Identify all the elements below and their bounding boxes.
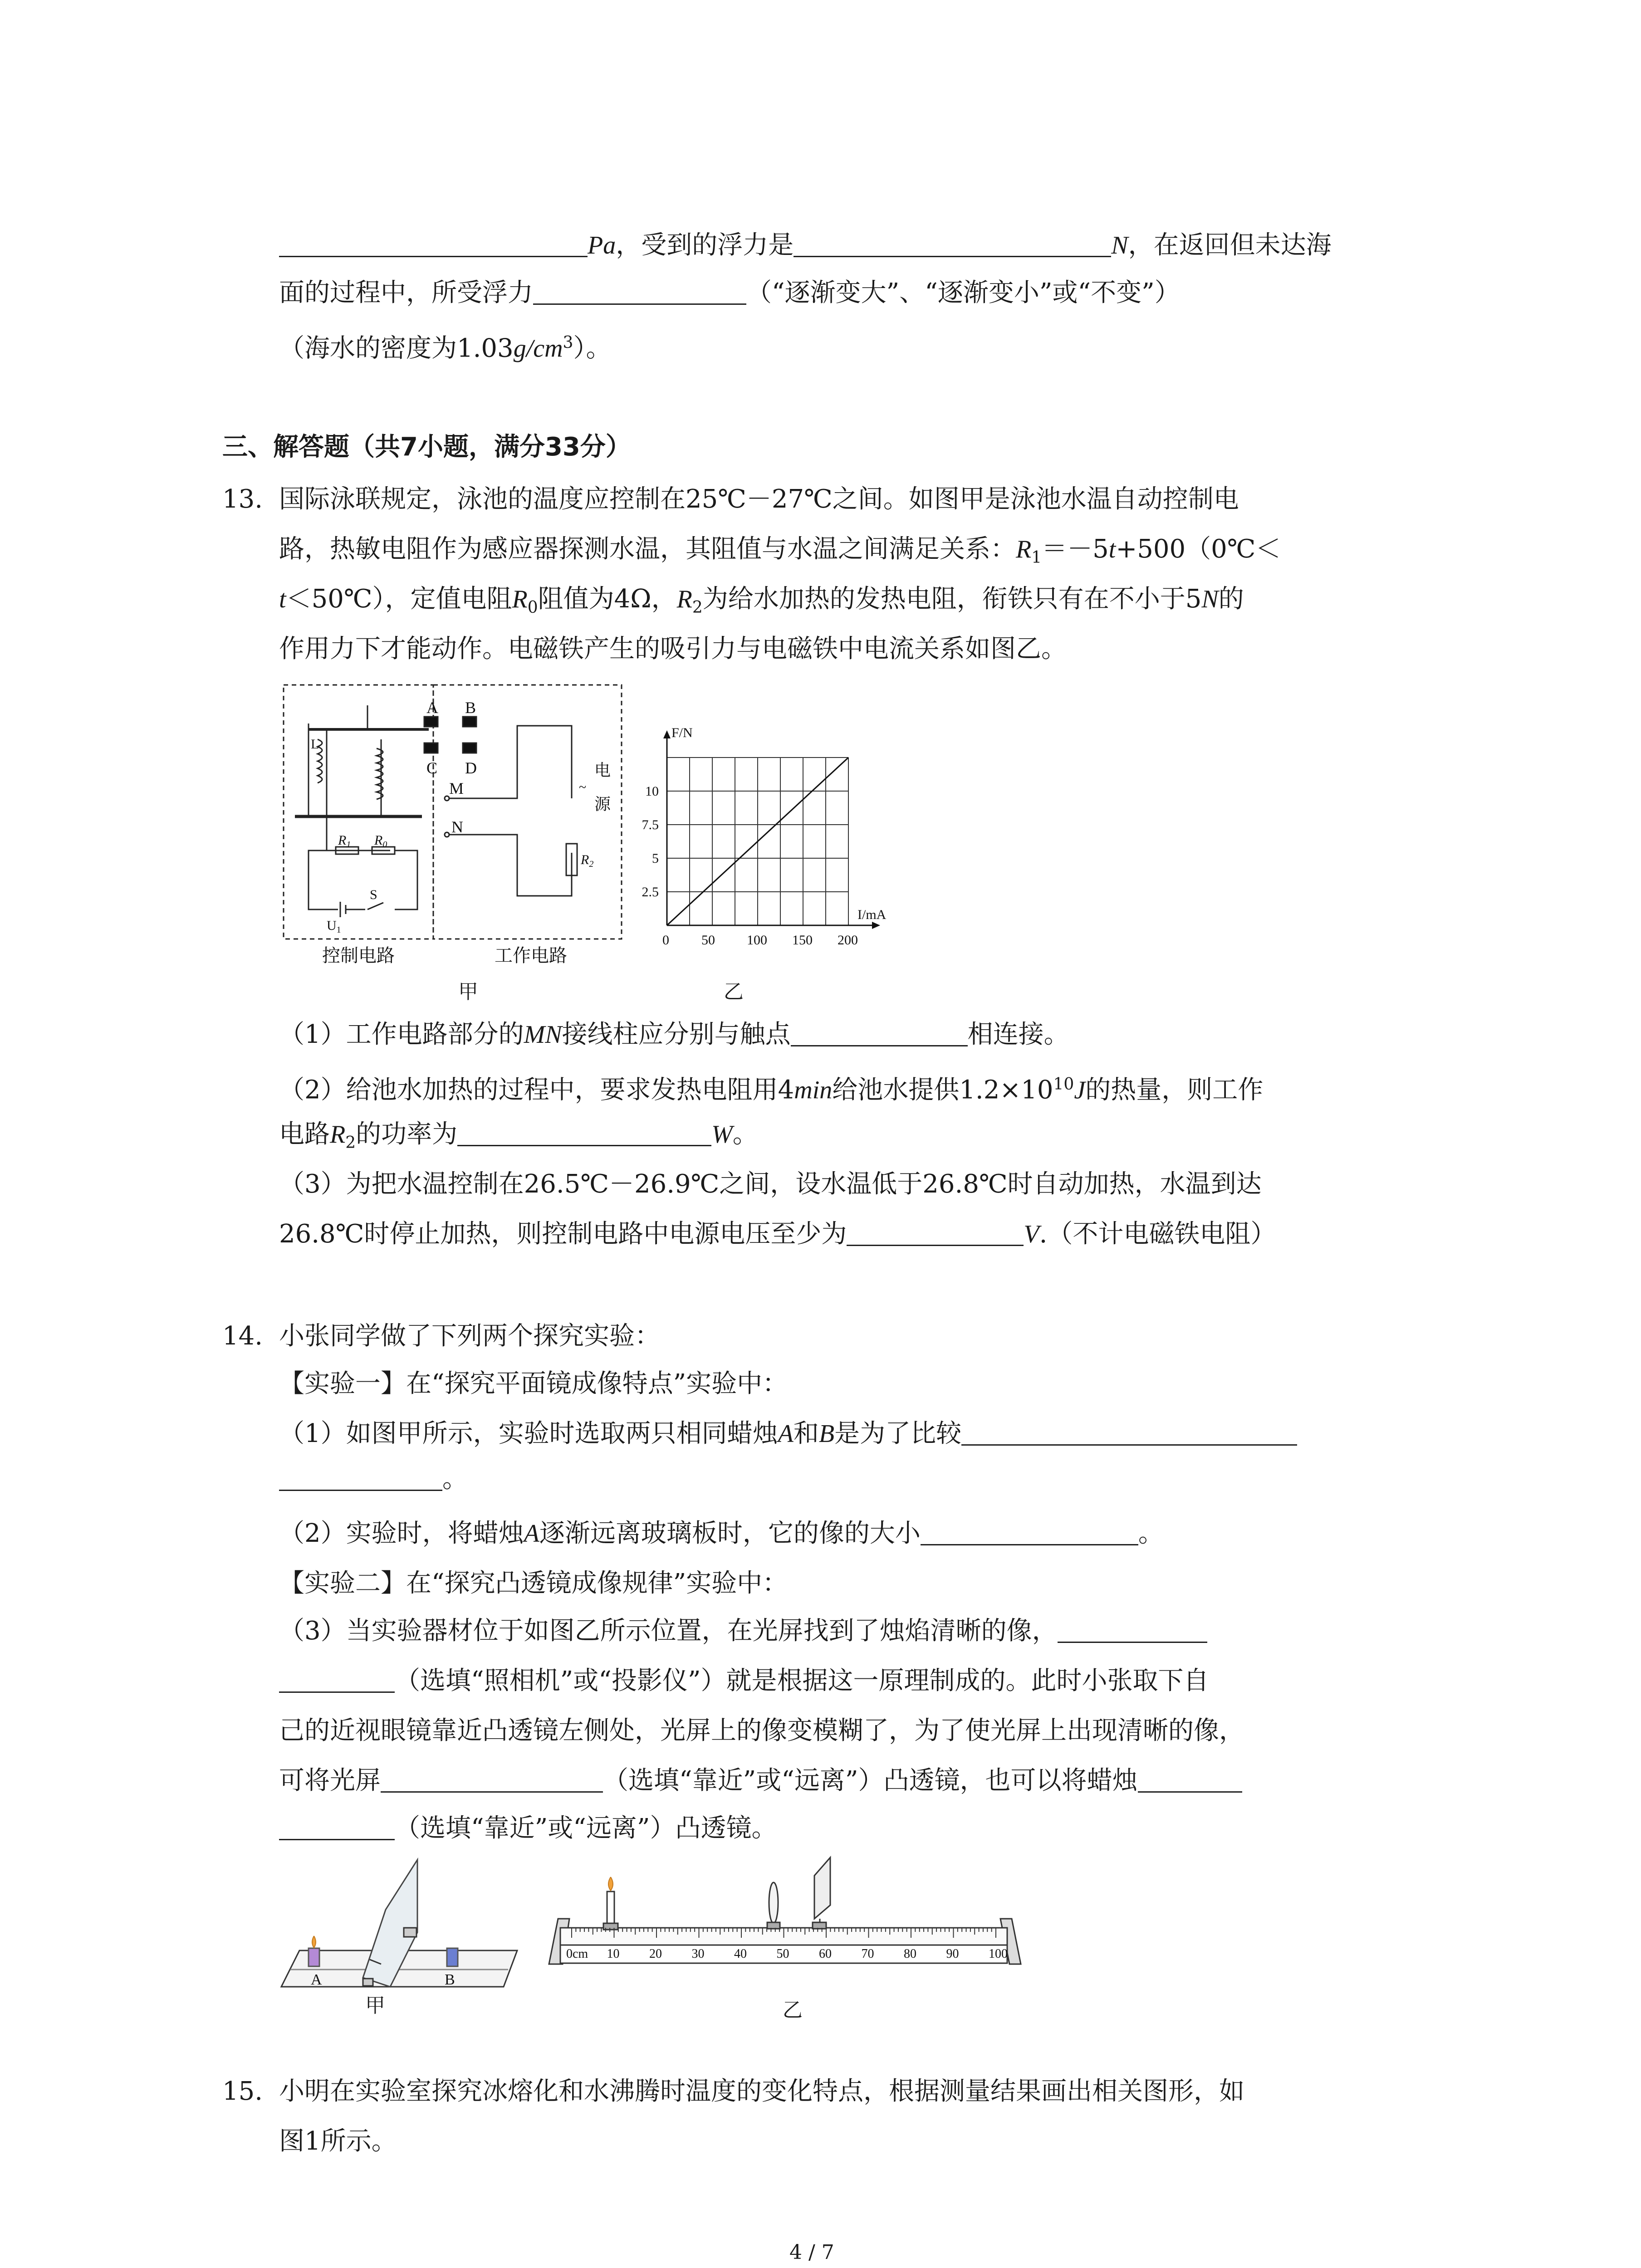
text: （选填“靠近”或“远离”）凸透镜，也可以将蜡烛 bbox=[603, 1766, 1138, 1795]
fig-yi-caption-2: 乙 bbox=[783, 1999, 803, 2022]
var: R bbox=[330, 1120, 346, 1149]
text: ）。 bbox=[573, 333, 612, 363]
x-axis-label: I/mA bbox=[857, 907, 887, 922]
q13-sub1 bbox=[279, 1018, 1069, 1051]
var: W bbox=[711, 1120, 733, 1149]
optical-bench-figure bbox=[538, 1855, 1028, 1991]
text: （选填“靠近”或“远离”）凸透镜。 bbox=[395, 1813, 777, 1843]
q13-sub3-line1: （3）为把水温控制在26.5℃－26.9℃之间，设水温低于26.8℃时自动加热，水温到达 bbox=[279, 1169, 1262, 1199]
var: MN bbox=[524, 1021, 562, 1049]
q13-line-4: 作用力下才能动作。电磁铁产生的吸引力与电磁铁中电流关系如图乙。 bbox=[279, 634, 1067, 664]
label-a: A bbox=[311, 1971, 322, 1988]
q13-sub2-line2 bbox=[279, 1118, 758, 1159]
answer-blank[interactable] bbox=[279, 1464, 442, 1491]
text: 和 bbox=[793, 1419, 819, 1448]
text: （2）实验时，将蜡烛 bbox=[279, 1519, 524, 1548]
text: 接线柱应分别与触点 bbox=[562, 1020, 791, 1049]
text: 的热量，则工作 bbox=[1085, 1075, 1264, 1105]
answer-blank[interactable] bbox=[279, 230, 588, 257]
terminal-m: M bbox=[449, 779, 464, 797]
text: 电路 bbox=[279, 1119, 330, 1149]
contact-b: B bbox=[465, 699, 476, 717]
text: （3）当实验器材位于如图乙所示位置，在光屏找到了烛焰清晰的像， bbox=[279, 1616, 1058, 1646]
ruler-label: 80 bbox=[904, 1947, 916, 1961]
text: 阻值为4Ω， bbox=[538, 584, 677, 614]
q14-intro: 小张同学做了下列两个探究实验： bbox=[279, 1321, 660, 1351]
q13-line-2 bbox=[279, 533, 1281, 574]
control-circuit-box bbox=[284, 685, 433, 939]
coil-label-l: L bbox=[311, 737, 319, 752]
var: A bbox=[778, 1420, 794, 1448]
unit: g/cm bbox=[513, 334, 563, 363]
text: 。 bbox=[1138, 1519, 1164, 1548]
force-current-chart bbox=[631, 726, 912, 953]
superscript: 3 bbox=[563, 333, 573, 352]
answer-blank[interactable] bbox=[921, 1519, 1138, 1545]
var: R bbox=[676, 585, 692, 613]
q14-exp1: 【实验一】在“探究平面镜成像特点”实验中： bbox=[279, 1369, 788, 1398]
text: 可将光屏 bbox=[279, 1766, 381, 1795]
unit-pa: Pa bbox=[588, 231, 616, 259]
section-title: 三、解答题（共7小题，满分33分） bbox=[222, 432, 631, 462]
x-tick-label: 50 bbox=[701, 933, 715, 948]
fig-jia-caption-2: 甲 bbox=[365, 1994, 385, 2017]
text: （1）如图甲所示，实验时选取两只相同蜡烛 bbox=[279, 1419, 778, 1448]
answer-blank[interactable] bbox=[961, 1419, 1297, 1446]
text: 逐渐远离玻璃板时，它的像的大小 bbox=[539, 1519, 921, 1548]
var: R bbox=[1016, 535, 1032, 563]
power-char-2: 源 bbox=[594, 795, 611, 813]
var: R bbox=[512, 585, 528, 613]
q14-sub3-line4 bbox=[279, 1765, 1242, 1797]
q13-line-3 bbox=[279, 583, 1244, 624]
var: t bbox=[279, 585, 286, 613]
text: 是为了比较 bbox=[834, 1419, 962, 1448]
answer-blank[interactable] bbox=[533, 278, 746, 305]
y-axis-label: F/N bbox=[671, 726, 693, 740]
var: t bbox=[1108, 535, 1116, 563]
text: 。 bbox=[442, 1464, 468, 1494]
fig-yi-caption: 乙 bbox=[724, 980, 744, 1003]
text: ，受到的浮力是 bbox=[616, 230, 794, 260]
contact-c: C bbox=[426, 759, 438, 777]
q14-number: 14. bbox=[222, 1321, 263, 1351]
subscript: 0 bbox=[527, 598, 538, 617]
text: （海水的密度为1.03 bbox=[279, 333, 514, 363]
answer-blank[interactable] bbox=[1138, 1766, 1242, 1793]
ruler-label: 50 bbox=[776, 1947, 789, 1961]
subscript: 2 bbox=[345, 1134, 356, 1153]
text: （“逐渐变大”、“逐渐变小”或“不变”） bbox=[746, 278, 1180, 308]
x-tick-label: 0 bbox=[662, 933, 669, 948]
y-tick-label: 7.5 bbox=[642, 817, 659, 832]
answer-blank[interactable] bbox=[279, 1813, 395, 1840]
q14-sub1-cont bbox=[279, 1463, 468, 1496]
r2-label: $R_2$ bbox=[581, 852, 594, 869]
text: +500（0℃＜ bbox=[1116, 534, 1281, 564]
answer-blank[interactable] bbox=[847, 1219, 1024, 1246]
plane-mirror-figure bbox=[272, 1851, 526, 2014]
text: 的 bbox=[1218, 584, 1244, 614]
ruler-label: 10 bbox=[607, 1947, 620, 1961]
q14-sub1 bbox=[279, 1418, 1297, 1450]
subscript: 1 bbox=[1031, 548, 1042, 567]
x-tick-label: 200 bbox=[838, 933, 858, 948]
continuation-line-1 bbox=[279, 229, 1332, 262]
ruler-label: 20 bbox=[649, 1947, 662, 1961]
q15-number: 15. bbox=[222, 2077, 263, 2106]
ruler-label: 70 bbox=[861, 1947, 874, 1961]
text: 为给水加热的发热电阻，衔铁只有在不小于5 bbox=[702, 584, 1202, 614]
answer-blank[interactable] bbox=[279, 1666, 395, 1693]
terminal-n: N bbox=[451, 818, 463, 836]
ruler-label: 100 bbox=[989, 1947, 1008, 1961]
text: 。 bbox=[732, 1119, 758, 1149]
text: （选填“照相机”或“投影仪”）就是根据这一原理制成的。此时小张取下自 bbox=[395, 1666, 1209, 1696]
x-axis-arrow bbox=[872, 922, 880, 929]
q15-line-1: 小明在实验室探究冰熔化和水沸腾时温度的变化特点，根据测量结果画出相关图形，如 bbox=[279, 2077, 1244, 2106]
r0-label: $R_0$ bbox=[374, 833, 387, 850]
q15-line-2: 图1所示。 bbox=[279, 2126, 397, 2156]
r1-label: $R_1$ bbox=[338, 833, 351, 850]
q13-line-1: 国际泳联规定，泳池的温度应控制在25℃－27℃之间。如图甲是泳池水温自动控制电 bbox=[279, 484, 1239, 514]
u1-label: $U_1$ bbox=[327, 918, 341, 935]
ruler-label: 40 bbox=[734, 1947, 747, 1961]
y-tick-label: 10 bbox=[645, 784, 659, 799]
text: 路，热敏电阻作为感应器探测水温，其阻值与水温之间满足关系： bbox=[279, 534, 1016, 564]
text: 给池水提供1.2×10 bbox=[832, 1075, 1053, 1105]
fig-jia-caption: 甲 bbox=[458, 980, 478, 1003]
q14-sub2 bbox=[279, 1517, 1164, 1550]
text: ，在返回但未达海 bbox=[1128, 230, 1332, 260]
x-tick-label: 150 bbox=[792, 933, 813, 948]
power-char-1: 电 bbox=[594, 761, 611, 779]
y-tick-label: 2.5 bbox=[642, 885, 659, 899]
text: （1）工作电路部分的 bbox=[279, 1020, 524, 1049]
y-axis-arrow bbox=[663, 730, 671, 738]
text: 26.8℃时停止加热，则控制电路中电源电压至少为 bbox=[279, 1219, 847, 1249]
continuation-line-2 bbox=[279, 277, 1180, 309]
circuit-figure bbox=[272, 680, 635, 980]
subscript: 2 bbox=[692, 598, 703, 617]
text: （2）给池水加热的过程中，要求发热电阻用4 bbox=[279, 1075, 794, 1105]
text: ＝－5 bbox=[1042, 534, 1109, 564]
ruler-label: 90 bbox=[946, 1947, 959, 1961]
work-circuit-label: 工作电路 bbox=[495, 946, 567, 966]
ac-symbol: ~ bbox=[579, 780, 587, 795]
var: A bbox=[524, 1520, 539, 1548]
q14-exp2: 【实验二】在“探究凸透镜成像规律”实验中： bbox=[279, 1569, 788, 1598]
answer-blank[interactable] bbox=[1058, 1616, 1207, 1643]
answer-blank[interactable] bbox=[791, 1020, 968, 1046]
work-circuit-box bbox=[433, 685, 622, 939]
text: 的功率为 bbox=[356, 1119, 458, 1149]
text: .（不计电磁铁电阻） bbox=[1039, 1219, 1276, 1249]
var: B bbox=[818, 1420, 835, 1448]
q13-sub3-line2 bbox=[279, 1218, 1276, 1251]
var: N bbox=[1201, 585, 1219, 613]
continuation-line-3 bbox=[279, 327, 611, 365]
label-b: B bbox=[445, 1971, 455, 1988]
q13-number: 13. bbox=[222, 484, 263, 514]
unit-n: N bbox=[1111, 231, 1128, 259]
text: 相连接。 bbox=[967, 1020, 1069, 1049]
q14-sub3-line3: 己的近视眼镜靠近凸透镜左侧处，光屏上的像变模糊了，为了使光屏上出现清晰的像， bbox=[279, 1716, 1244, 1745]
answer-blank[interactable] bbox=[381, 1766, 603, 1793]
superscript: 10 bbox=[1053, 1075, 1074, 1094]
contact-a: A bbox=[426, 699, 438, 717]
x-tick-label: 100 bbox=[747, 933, 767, 948]
q14-sub3-line1 bbox=[279, 1615, 1207, 1647]
y-tick-label: 5 bbox=[652, 851, 659, 866]
page-number: 4 / 7 bbox=[789, 2241, 834, 2264]
var: min bbox=[794, 1076, 833, 1105]
answer-blank[interactable] bbox=[457, 1119, 711, 1146]
ruler-label: 0cm bbox=[566, 1947, 588, 1961]
text: 面的过程中，所受浮力 bbox=[279, 278, 533, 308]
control-circuit-label: 控制电路 bbox=[322, 946, 395, 966]
answer-blank[interactable] bbox=[794, 230, 1111, 257]
q14-sub3-line5 bbox=[279, 1812, 777, 1845]
switch-s: S bbox=[370, 887, 377, 902]
ruler-label: 60 bbox=[819, 1947, 832, 1961]
text: ＜50℃），定值电阻 bbox=[286, 584, 512, 614]
var: J bbox=[1074, 1076, 1086, 1105]
var: V bbox=[1024, 1220, 1039, 1248]
q13-sub2-line1 bbox=[279, 1068, 1263, 1107]
q14-sub3-line2 bbox=[279, 1665, 1209, 1697]
ruler-label: 30 bbox=[691, 1947, 705, 1961]
contact-d: D bbox=[465, 759, 477, 777]
